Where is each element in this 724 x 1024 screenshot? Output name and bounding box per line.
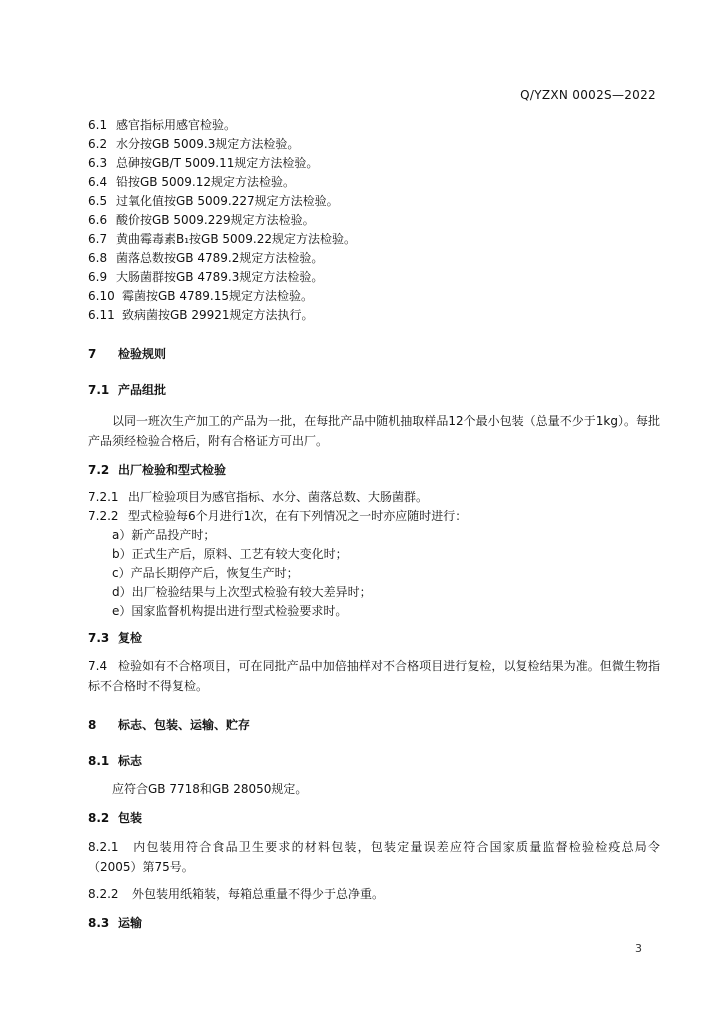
- item-text: 黄曲霉毒素B₁按GB 5009.22规定方法检验。: [116, 232, 357, 246]
- section-8-3-heading: 8.3 运输: [88, 916, 143, 930]
- item-text: 菌落总数按GB 4789.2规定方法检验。: [116, 251, 324, 265]
- method-item: [88, 174, 295, 190]
- list-item: e）国家监督机构提出进行型式检验要求时。: [112, 604, 348, 618]
- section-7-1-heading: 7.1 产品组批: [88, 383, 167, 397]
- method-item: [88, 288, 313, 304]
- item-text: 大肠菌群按GB 4789.3规定方法检验。: [116, 270, 324, 284]
- item-number: 6.10: [88, 289, 115, 303]
- list-item: d）出厂检验结果与上次型式检验有较大差异时；: [112, 585, 372, 599]
- section-7-heading: 7 检验规则: [88, 347, 167, 361]
- section-8-2-heading: 8.2 包装: [88, 811, 143, 825]
- list-item: a）新产品投产时；: [112, 528, 216, 542]
- method-item: [88, 307, 314, 323]
- item-number: 6.7: [88, 232, 108, 246]
- section-7-4-paragraph: 7.4 检验如有不合格项目，可在同批产品中加倍抽样对不合格项目进行复检，以复检结果为准。但微生物指标不合格时不得复检。: [88, 659, 660, 693]
- item-number: 6.11: [88, 308, 115, 322]
- document-code: Q/YZXN 0002S—2022: [520, 88, 656, 102]
- item-number: 6.6: [88, 213, 108, 227]
- section-8-1-paragraph: 应符合GB 7718和GB 28050规定。: [112, 782, 308, 796]
- section-7-2-2: 7.2.2 型式检验每6个月进行1次，在有下列情况之一时亦应随时进行：: [88, 509, 468, 523]
- item-text: 总砷按GB/T 5009.11规定方法检验。: [116, 156, 319, 170]
- section-7-3-heading: 7.3 复检: [88, 631, 143, 645]
- method-item: [88, 136, 299, 152]
- item-text: 酸价按GB 5009.229规定方法检验。: [116, 213, 315, 227]
- item-text: 水分按GB 5009.3规定方法检验。: [116, 137, 300, 151]
- item-text: 霉菌按GB 4789.15规定方法检验。: [122, 289, 313, 303]
- section-8-2-1-paragraph: 8.2.1 内包装用符合食品卫生要求的材料包装，包装定量误差应符合国家质量监督检验检疫总局令（2005）第75号。: [88, 840, 660, 874]
- list-item: c）产品长期停产后，恢复生产时；: [112, 566, 299, 580]
- section-8-heading: 8 标志、包装、运输、贮存: [88, 718, 251, 732]
- section-8-1-heading: 8.1 标志: [88, 754, 143, 768]
- method-item: [88, 231, 356, 247]
- item-number: 6.4: [88, 175, 108, 189]
- item-text: 铅按GB 5009.12规定方法检验。: [116, 175, 295, 189]
- section-7-1-paragraph: 以同一班次生产加工的产品为一批，在每批产品中随机抽取样品12个最小包装（总量不少于1kg）。每批产品须经检验合格后，附有合格证方可出厂。: [88, 414, 660, 448]
- item-number: 6.8: [88, 251, 108, 265]
- item-number: 6.2: [88, 137, 108, 151]
- method-item: [88, 269, 323, 285]
- item-number: 6.5: [88, 194, 108, 208]
- section-8-2-2: 8.2.2 外包装用纸箱装，每箱总重量不得少于总净重。: [88, 887, 385, 901]
- method-item: [88, 250, 323, 266]
- method-item: [88, 117, 236, 133]
- item-number: 6.1: [88, 118, 108, 132]
- item-number: 6.9: [88, 270, 108, 284]
- list-item: b）正式生产后，原料、工艺有较大变化时；: [112, 547, 348, 561]
- item-text: 过氧化值按GB 5009.227规定方法检验。: [116, 194, 339, 208]
- section-7-2-1: 7.2.1 出厂检验项目为感官指标、水分、菌落总数、大肠菌群。: [88, 490, 429, 504]
- item-number: 6.3: [88, 156, 108, 170]
- method-item: [88, 155, 318, 171]
- page-number: 3: [635, 942, 642, 955]
- item-text: 感官指标用感官检验。: [116, 118, 237, 132]
- method-item: [88, 212, 315, 228]
- item-text: 致病菌按GB 29921规定方法执行。: [122, 308, 314, 322]
- method-item: [88, 193, 339, 209]
- section-7-2-heading: 7.2 出厂检验和型式检验: [88, 463, 227, 477]
